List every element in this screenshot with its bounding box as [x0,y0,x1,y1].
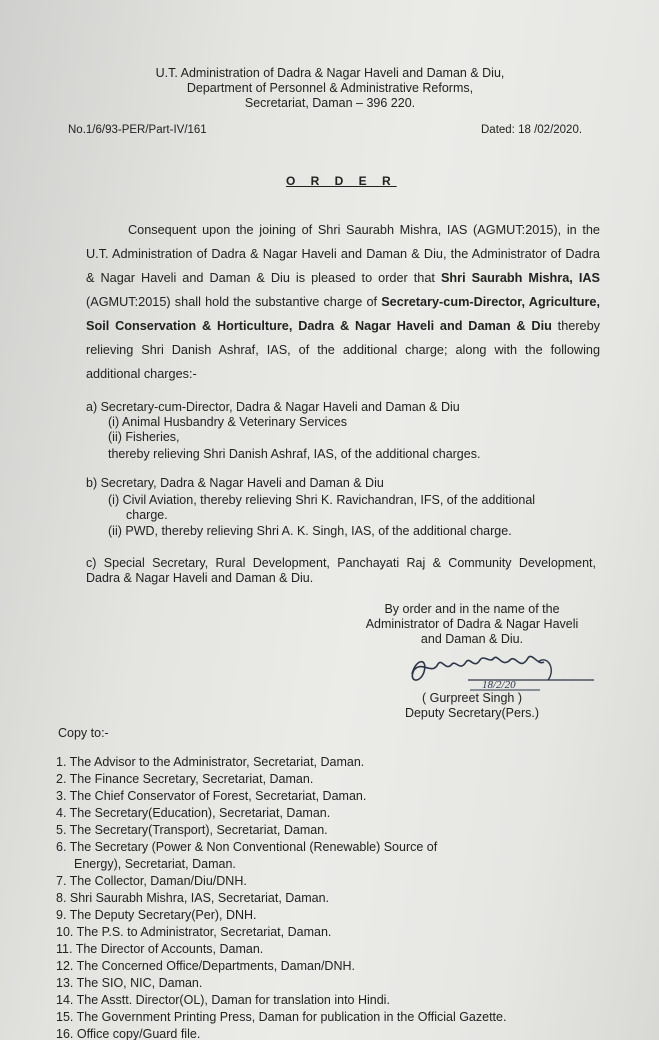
header-line-3: Secretariat, Daman – 396 220. [244,96,416,110]
order-paragraph [86,218,600,386]
list-item: 5. The Secretary(Transport), Secretariat, Daman. [56,823,328,837]
signatory-name: ( Gurpreet Singh ) [421,691,523,705]
copy-list [56,754,656,1040]
date-value: 18 /02/2020. [518,124,583,136]
para-bold-2: Secretary-cum-Director, Agriculture, Soil Conservation & Horticulture, Dadra & Nagar Haveli and Daman & Diu [86,295,600,333]
header-line-1: U.T. Administration of Dadra & Nagar Haveli and Daman & Diu, [155,66,505,80]
list-item: Energy), Secretariat, Daman. [74,857,236,871]
signatory-designation: Deputy Secretary(Pers.) [404,706,540,720]
signoff-line-2: Administrator of Dadra & Nagar Haveli [365,617,579,631]
list-item: 14. The Asstt. Director(OL), Daman for translation into Hindi. [56,993,390,1007]
list-item: 9. The Deputy Secretary(Per), DNH. [56,908,257,922]
list-item: 7. The Collector, Daman/Diu/DNH. [56,874,247,888]
charge-b-title: b) Secretary, Dadra & Nagar Haveli and Daman & Diu [86,476,384,490]
charge-a-item-i: (i) Animal Husbandry & Veterinary Services [108,415,347,429]
list-item: 12. The Concerned Office/Departments, Daman/DNH. [56,959,355,973]
charge-b-item-ii: (ii) PWD, thereby relieving Shri A. K. Singh, IAS, of the additional charge. [108,524,512,538]
list-item: 8. Shri Saurabh Mishra, IAS, Secretariat, Daman. [56,891,330,905]
charge-a-item-ii: (ii) Fisheries, [108,430,180,444]
para-text-1: Consequent upon the joining of Shri Saurabh Mishra, IAS (AGMUT:2015), in the U.T. Administration of Dadra & Nagar Haveli and Daman & Diu, the Administrator of Dadra & Nagar Haveli and Daman & Diu is pleased to order that [86,223,600,285]
signoff-line-1: By order and in the name of the [384,602,560,616]
charge-b-item-i-text: (i) Civil Aviation, thereby relieving Shri K. Ravichandran, IFS, of the additional [108,493,536,507]
signoff-line-3: and Daman & Diu. [420,632,524,646]
charge-b-item-i [86,493,606,523]
list-item: 16. Office copy/Guard file. [56,1027,201,1040]
charge-b-item-i-cont: charge. [126,508,168,522]
order-title: O R D E R [286,174,397,188]
reference-number: No.1/6/93-PER/Part-IV/161 [68,124,207,136]
list-item: 1. The Advisor to the Administrator, Secretariat, Daman. [56,755,365,769]
charge-a-title: a) Secretary-cum-Director, Dadra & Nagar Haveli and Daman & Diu [86,400,460,414]
para-text-2: (AGMUT:2015) shall hold the substantive charge of [86,295,382,309]
list-item: 6. The Secretary (Power & Non Conventional (Renewable) Source of [56,840,438,854]
list-item: 3. The Chief Conservator of Forest, Secretariat, Daman. [56,789,367,803]
para-bold-1: Shri Saurabh Mishra, IAS [440,271,600,285]
charge-a-relieving: thereby relieving Shri Danish Ashraf, IAS, of the additional charges. [108,447,481,461]
list-item: 13. The SIO, NIC, Daman. [56,976,203,990]
list-item: 2. The Finance Secretary, Secretariat, Daman. [56,772,314,786]
charge-b [86,476,606,539]
charge-a [86,400,606,462]
date-label: Dated: [481,124,515,136]
copy-to-label: Copy to:- [58,726,109,740]
list-item: 10. The P.S. to Administrator, Secretariat, Daman. [56,925,332,939]
para-text-3: thereby relieving Shri Danish Ashraf, IAS, of the additional charge; along with the following additional charges:- [86,319,600,381]
list-item: 15. The Government Printing Press, Daman for publication in the Official Gazette. [56,1010,507,1024]
list-item: 11. The Director of Accounts, Daman. [56,942,264,956]
list-item: 4. The Secretary(Education), Secretariat, Daman. [56,806,331,820]
signature-date: 18/2/20 [482,679,516,691]
date-line [481,124,582,136]
charge-c: c) Special Secretary, Rural Development, Panchayati Raj & Community Development, Dadra & Nagar Haveli and Daman & Diu. [86,556,596,585]
header-line-2: Department of Personnel & Administrative Reforms, [186,81,474,95]
